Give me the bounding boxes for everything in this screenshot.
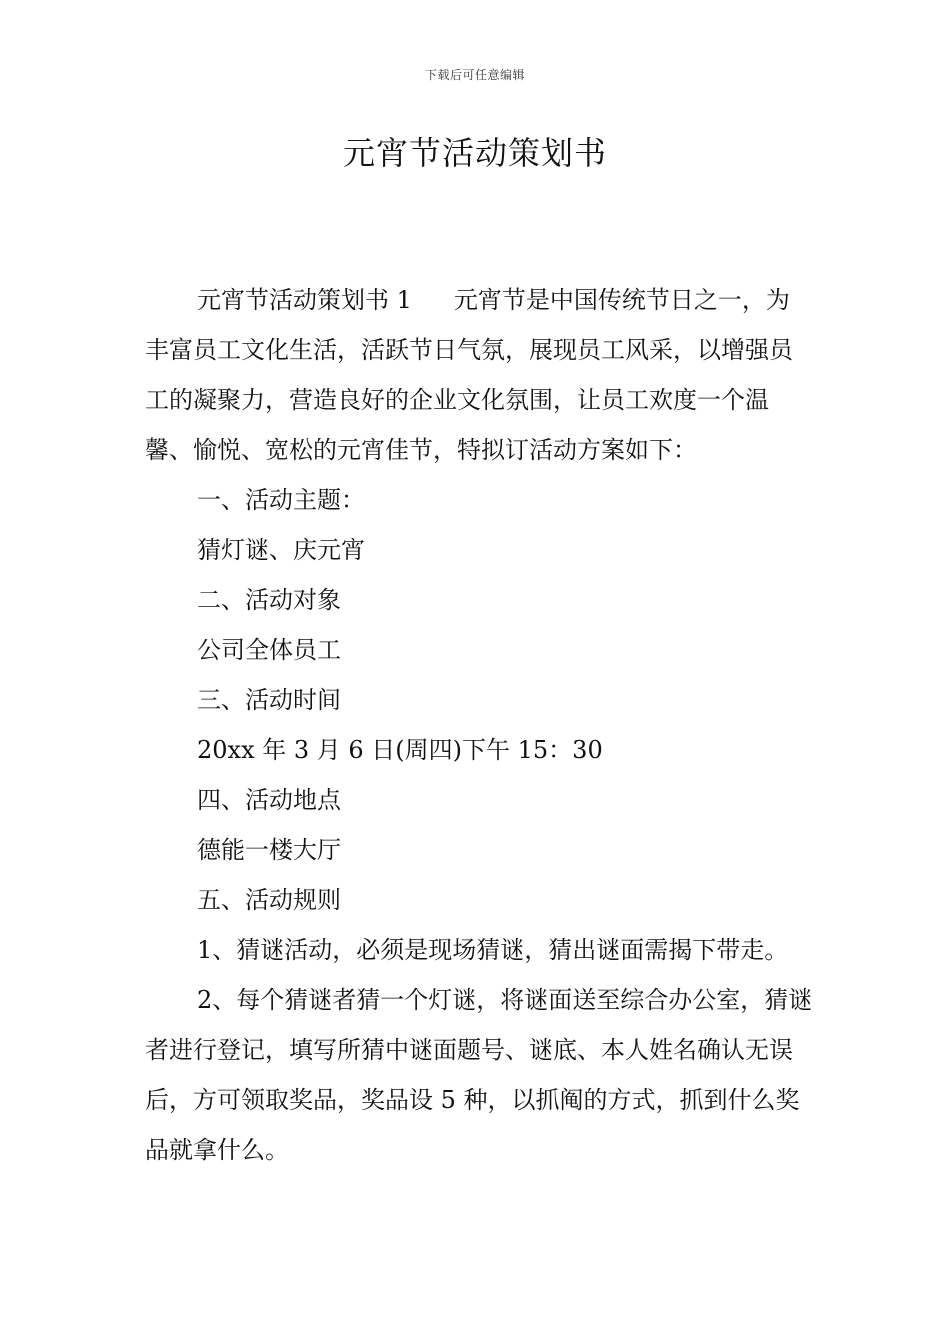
section-content-audience: 公司全体员工: [197, 636, 341, 664]
section-heading-time: 三、活动时间: [197, 686, 341, 714]
intro-lead: 元宵节活动策划书 1: [197, 286, 412, 314]
rule-1: 1、猜谜活动，必须是现场猜谜，猜出谜面需揭下带走。: [197, 936, 789, 964]
section-heading-location: 四、活动地点: [197, 786, 341, 814]
rule-2: 2、每个猜谜者猜一个灯谜，将谜面送至综合办公室，猜谜者进行登记，填写所猜中谜面题号、谜底、本人姓名确认无误后，方可领取奖品，奖品设 5 种，以抓阄的方式，抓到什么奖品就拿什么。: [145, 986, 813, 1164]
section-content-time: 20xx 年 3 月 6 日(周四)下午 15：30: [197, 736, 603, 764]
document-body: [145, 275, 813, 1175]
section-content-theme: 猜灯谜、庆元宵: [197, 536, 365, 564]
document-title: 元宵节活动策划书: [342, 134, 607, 172]
intro-text: 元宵节是中国传统节日之一，为丰富员工文化生活，活跃节日气氛，展现员工风采，以增强员工的凝聚力，营造良好的企业文化氛围，让员工欢度一个温馨、愉悦、宽松的元宵佳节，特拟订活动方案如下：: [145, 286, 793, 464]
section-heading-rules: 五、活动规则: [197, 886, 341, 914]
section-heading-audience: 二、活动对象: [197, 586, 341, 614]
intro-paragraph: [145, 275, 813, 475]
section-content-location: 德能一楼大厅: [197, 836, 341, 864]
section-heading-theme: 一、活动主题：: [197, 486, 365, 514]
header-note: 下载后可任意编辑: [424, 68, 525, 82]
